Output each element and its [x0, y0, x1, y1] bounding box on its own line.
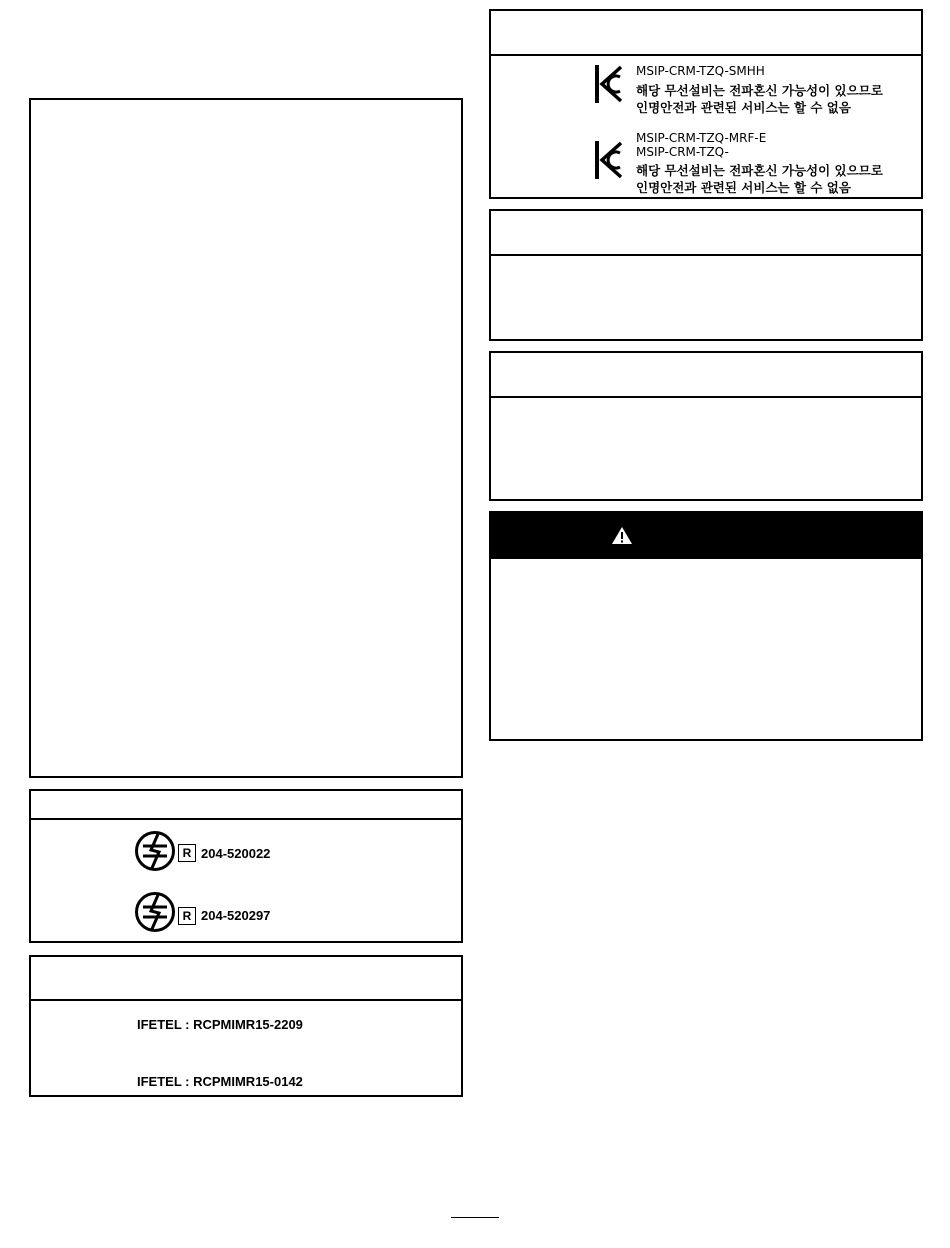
kc-certification-text — [636, 64, 883, 116]
panel-header — [31, 791, 461, 820]
kc-notice-line: 해당 무선설비는 전파혼신 가능성이 있으므로 — [636, 163, 883, 178]
registered-r-mark: R — [178, 907, 196, 925]
telec-number: 204-520297 — [201, 908, 271, 923]
kc-code: MSIP-CRM-TZQ-SMHH — [636, 64, 765, 78]
mexico-approval-panel — [29, 955, 463, 1097]
panel-header — [31, 957, 461, 1001]
registered-r-mark: R — [178, 844, 196, 862]
ifetel-number: IFETEL : RCPMIMR15-2209 — [137, 1017, 303, 1032]
kc-code: MSIP-CRM-TZQ-MRF-E — [636, 131, 767, 145]
left-text-panel — [29, 98, 463, 778]
panel-header — [491, 11, 921, 56]
panel-header — [491, 211, 921, 256]
kc-notice-line: 인명안전과 관련된 서비스는 할 수 없음 — [636, 100, 851, 115]
telec-giteki-mark-icon — [134, 891, 176, 933]
warning-header — [491, 513, 921, 559]
warning-triangle-icon — [611, 526, 633, 545]
kc-notice-line: 해당 무선설비는 전파혼신 가능성이 있으므로 — [636, 83, 883, 98]
panel-header — [491, 353, 921, 398]
margin-tick — [461, 118, 462, 124]
margin-tick — [461, 690, 462, 696]
kc-notice-line: 인명안전과 관련된 서비스는 할 수 없음 — [636, 180, 851, 195]
margin-tick — [461, 220, 462, 226]
kc-certification-text — [636, 131, 883, 196]
telec-giteki-mark-icon — [134, 830, 176, 872]
kc-mark-icon — [593, 63, 623, 105]
ifetel-number: IFETEL : RCPMIMR15-0142 — [137, 1074, 303, 1089]
warning-panel — [489, 511, 923, 741]
right-info-panel-1 — [489, 209, 923, 341]
japan-approval-panel — [29, 789, 463, 943]
korea-approval-panel — [489, 9, 923, 199]
telec-number: 204-520022 — [201, 846, 271, 861]
kc-code: MSIP-CRM-TZQ- — [636, 145, 729, 159]
right-info-panel-2 — [489, 351, 923, 501]
kc-mark-icon — [593, 139, 623, 181]
footer-rule — [451, 1217, 499, 1218]
